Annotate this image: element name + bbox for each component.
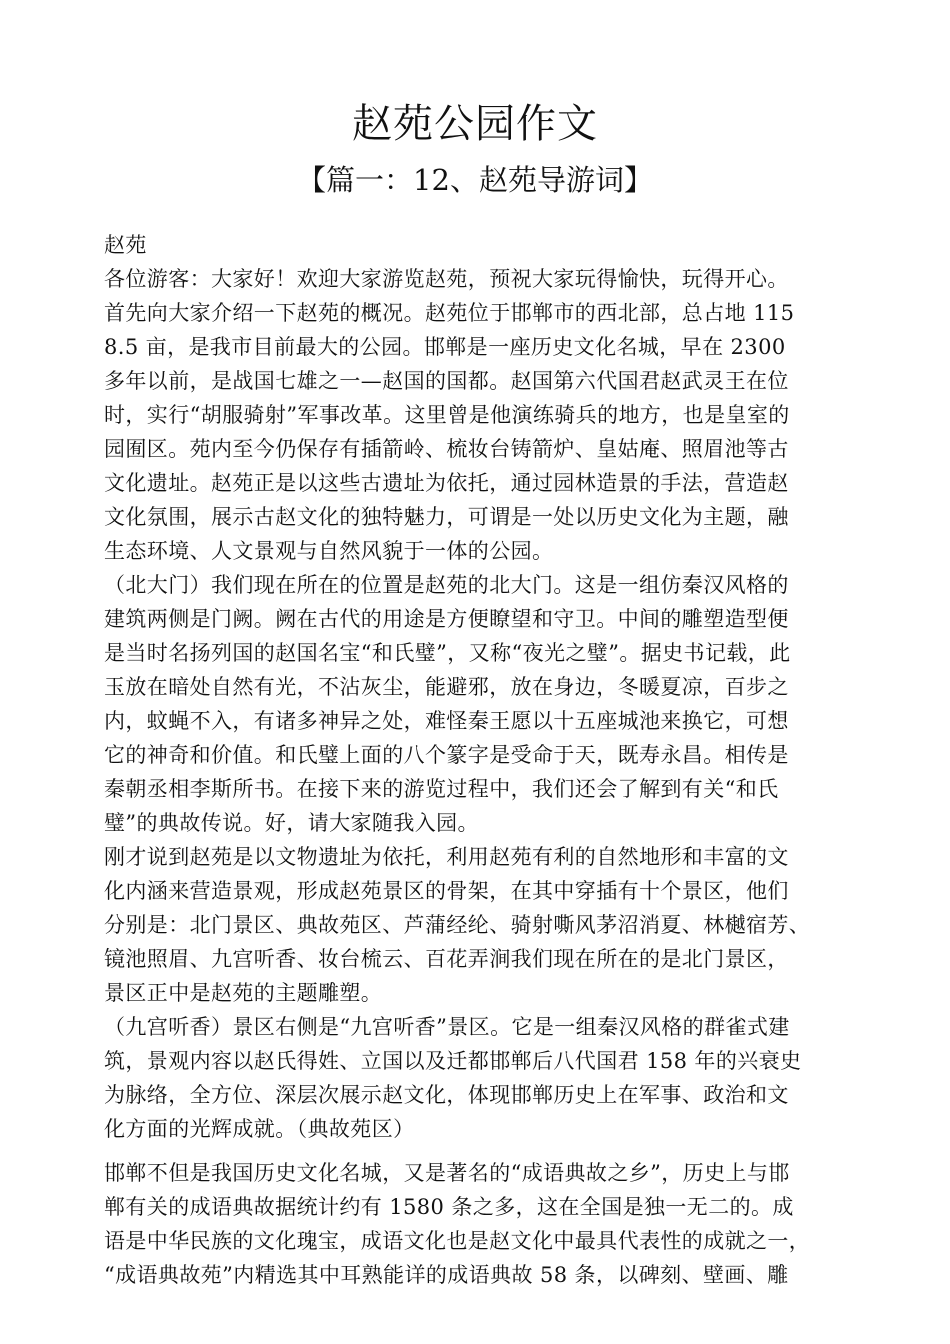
text-line: 分别是：北门景区、典故苑区、芦蒲经纶、骑射嘶风茅沼消夏、林樾宿芳、 (104, 913, 811, 937)
text-line: 郸有关的成语典故据统计约有 1580 条之多，这在全国是独一无二的。成 (104, 1195, 794, 1219)
text-line: 为脉络，全方位、深层次展示赵文化，体现邯郸历史上在军事、政治和文 (104, 1083, 789, 1107)
text-line: 化方面的光辉成就。（典故苑区） (104, 1117, 415, 1141)
text-line: 8.5 亩，是我市目前最大的公园。邯郸是一座历史文化名城，早在 2300 (104, 335, 786, 359)
text-line: 玉放在暗处自然有光，不沾灰尘，能避邪，放在身边，冬暖夏凉，百步之 (104, 675, 789, 699)
text-line: 景区正中是赵苑的主题雕塑。 (104, 981, 383, 1005)
text-line: （九宫听香）景区右侧是“九宫听香”景区。它是一组秦汉风格的群雀式建 (104, 1015, 790, 1039)
text-line: （北大门）我们现在所在的位置是赵苑的北大门。这是一组仿秦汉风格的 (104, 573, 789, 597)
document-title: 赵苑公园作文 (352, 101, 598, 147)
text-line: 生态环境、人文景观与自然风貌于一体的公园。 (104, 539, 554, 563)
document-subtitle: 【篇一：12、赵苑导游词】 (297, 163, 653, 197)
document-body (104, 228, 864, 1292)
text-line: 多年以前，是战国七雄之一—赵国的国都。赵国第六代国君赵武灵王在位 (104, 369, 789, 393)
text-line: 是当时名扬列国的赵国名宝“和氏璧”，又称“夜光之璧”。据史书记载，此 (104, 641, 791, 665)
text-line: 赵苑 (104, 233, 147, 257)
text-line: 语是中华民族的文化瑰宝，成语文化也是赵文化中最具代表性的成就之一， (104, 1229, 811, 1253)
text-line: 文化氛围，展示古赵文化的独特魅力，可谓是一处以历史文化为主题，融 (104, 505, 789, 529)
text-line: 刚才说到赵苑是以文物遗址为依托，利用赵苑有利的自然地形和丰富的文 (104, 845, 789, 869)
text-line: 它的神奇和价值。和氏璧上面的八个篆字是受命于天，既寿永昌。相传是 (104, 743, 789, 767)
text-line: 各位游客：大家好！欢迎大家游览赵苑，预祝大家玩得愉快，玩得开心。 (104, 267, 789, 291)
text-line: 建筑两侧是门阙。阙在古代的用途是方便瞭望和守卫。中间的雕塑造型便 (104, 607, 789, 631)
paragraph-gap (104, 1146, 864, 1156)
text-line: “成语典故苑”内精选其中耳熟能详的成语典故 58 条，以碑刻、壁画、雕 (104, 1263, 789, 1287)
text-line: 镜池照眉、九宫听香、妆台梳云、百花弄涧我们现在所在的是北门景区， (104, 947, 789, 971)
text-line: 璧”的典故传说。好，请大家随我入园。 (104, 811, 479, 835)
text-line: 首先向大家介绍一下赵苑的概况。赵苑位于邯郸市的西北部，总占地 115 (104, 301, 795, 325)
text-line: 文化遗址。赵苑正是以这些古遗址为依托，通过园林造景的手法，营造赵 (104, 471, 789, 495)
text-line: 筑，景观内容以赵氏得姓、立国以及迁都邯郸后八代国君 158 年的兴衰史 (104, 1049, 802, 1073)
text-line: 园囿区。苑内至今仍保存有插箭岭、梳妆台铸箭炉、皇姑庵、照眉池等古 (104, 437, 789, 461)
text-line: 秦朝丞相李斯所书。在接下来的游览过程中，我们还会了解到有关“和氏 (104, 777, 779, 801)
text-line: 化内涵来营造景观，形成赵苑景区的骨架，在其中穿插有十个景区，他们 (104, 879, 789, 903)
text-line: 邯郸不但是我国历史文化名城，又是著名的“成语典故之乡”，历史上与邯 (104, 1161, 790, 1185)
text-line: 内，蚊蝇不入，有诸多神异之处，难怪秦王愿以十五座城池来换它，可想 (104, 709, 789, 733)
text-line: 时，实行“胡服骑射”军事改革。这里曾是他演练骑兵的地方，也是皇室的 (104, 403, 790, 427)
